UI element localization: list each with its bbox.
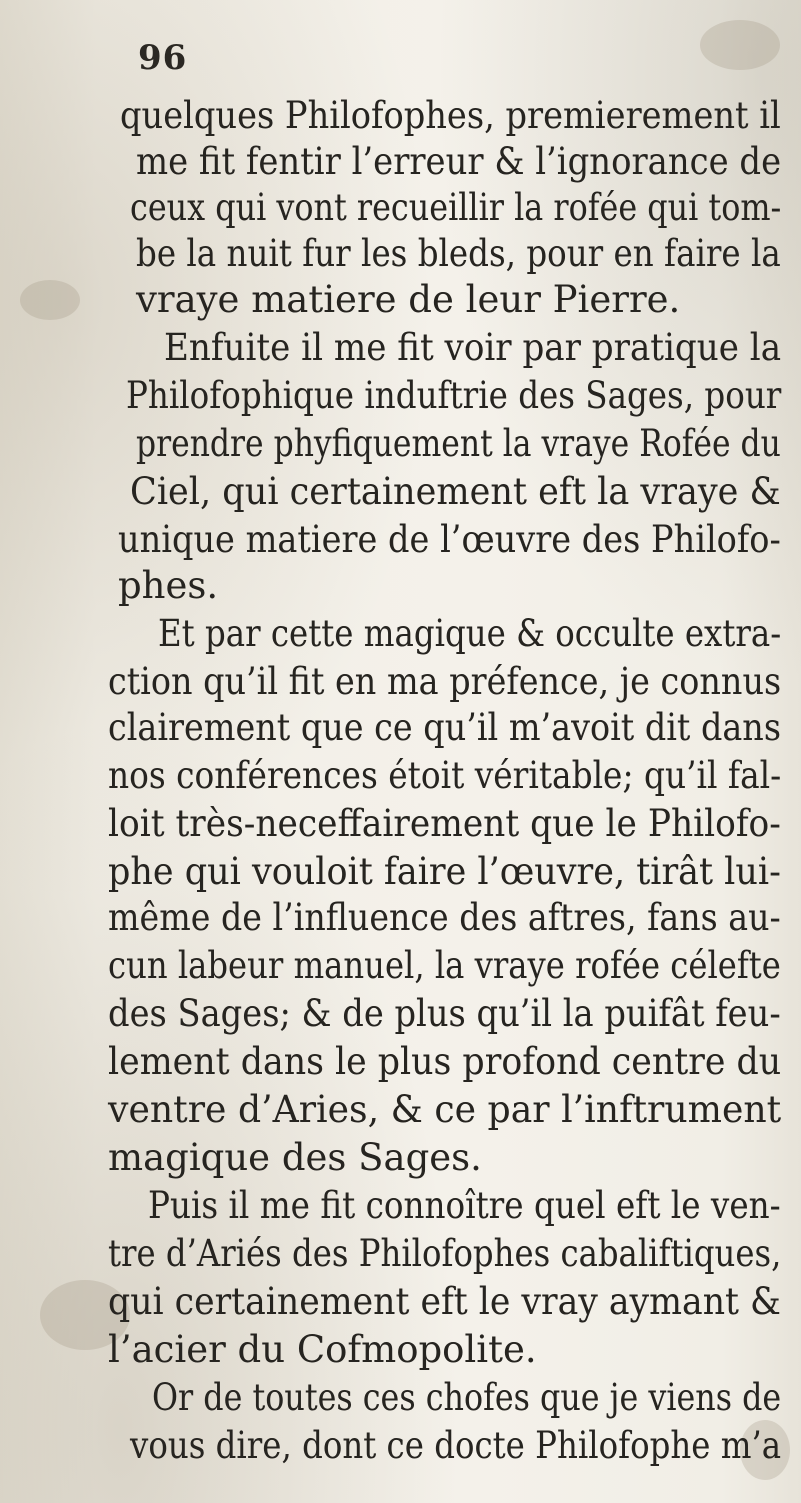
text-line: clairement que ce qu’il m’avoit dit dans [108,706,781,749]
text-line: prendre phyfiquement la vraye Rofée du [136,422,781,465]
text-line: unique matiere de l’œuvre des Philofo- [118,518,781,561]
text-line: cun labeur manuel, la vraye rofée célefte [108,944,781,987]
text-line: loit très-neceffairement que le Philofo- [108,802,781,845]
text-line: nos conférences étoit véritable; qu’il fal- [108,754,782,797]
text-line: l’acier du Cofmopolite. [108,1328,537,1371]
text-line: lement dans le plus profond centre du [108,1040,782,1083]
text-line: me fit fentir l’erreur & l’ignorance de [136,140,782,183]
text-line: vraye matiere de leur Pierre. [136,278,681,321]
text-line: Or de toutes ces chofes que je viens de [152,1376,782,1419]
foxing-stain [20,280,80,320]
text-line: Ciel, qui certainement eft la vraye & [130,470,781,513]
text-line: phes. [118,564,219,607]
text-line: be la nuit fur les bleds, pour en faire la [136,232,781,275]
text-line: Enfuite il me fit voir par pratique la [164,326,782,369]
text-line: ceux qui vont recueillir la rofée qui tom- [130,186,782,229]
text-line: tre d’Ariés des Philofophes cabaliftiques, [108,1232,782,1275]
text-line: ction qu’il fit en ma préfence, je connus [108,660,782,703]
text-line: même de l’influence des aftres, fans au- [108,896,781,939]
text-line: phe qui vouloit faire l’œuvre, tirât lui- [108,850,781,893]
text-line: des Sages; & de plus qu’il la puifât feu- [108,992,781,1035]
page-number: 96 [138,38,188,78]
text-line: ventre d’Aries, & ce par l’inftrument [108,1088,782,1131]
text-line: vous dire, dont ce docte Philofophe m’a [130,1424,782,1467]
foxing-stain [700,20,780,70]
text-line: Philofophique induftrie des Sages, pour [126,374,782,417]
text-line: Et par cette magique & occulte extra- [158,612,782,655]
text-line: Puis il me fit connoître quel eft le ven- [148,1184,781,1227]
text-line: quelques Philofophes, premierement il [120,94,781,137]
text-line: qui certainement eft le vray aymant & [108,1280,781,1323]
text-line: magique des Sages. [108,1136,482,1179]
